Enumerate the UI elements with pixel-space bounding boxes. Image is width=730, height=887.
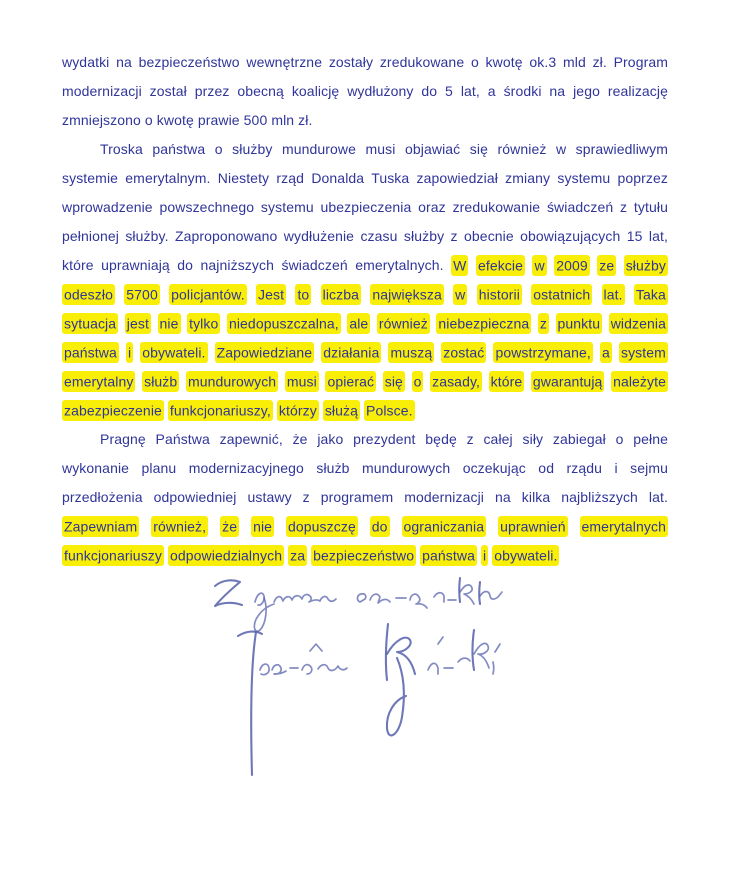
highlighted-word: do xyxy=(370,516,390,537)
highlighted-word: ograniczania xyxy=(402,516,487,537)
handwritten-signature-block xyxy=(198,572,518,787)
highlighted-word: służą xyxy=(323,400,360,421)
highlighted-word: którzy xyxy=(277,400,319,421)
highlighted-word: widzenia xyxy=(609,313,668,334)
highlighted-word: należyte xyxy=(611,371,668,392)
document-body xyxy=(62,48,668,570)
highlighted-word: Taka xyxy=(634,284,668,305)
highlighted-word: za xyxy=(288,545,307,566)
highlighted-word: nie xyxy=(158,313,181,334)
highlighted-word: służb xyxy=(142,371,179,392)
highlighted-word: W xyxy=(451,255,468,276)
highlighted-word: historii xyxy=(477,284,522,305)
highlighted-word: 2009 xyxy=(554,255,590,276)
highlighted-word: ostatnich xyxy=(531,284,592,305)
highlighted-word: gwarantują xyxy=(531,371,605,392)
highlighted-word: system xyxy=(619,342,668,363)
highlighted-word: ze xyxy=(597,255,616,276)
highlighted-word: musi xyxy=(285,371,319,392)
highlighted-word: policjantów. xyxy=(169,284,247,305)
highlighted-word: dopuszczę xyxy=(286,516,358,537)
highlighted-word: tylko xyxy=(187,313,220,334)
highlighted-word: z xyxy=(538,313,549,334)
highlighted-word: sytuacja xyxy=(62,313,118,334)
highlighted-word: powstrzymane, xyxy=(493,342,592,363)
highlighted-word: odeszło xyxy=(62,284,115,305)
highlighted-word: muszą xyxy=(388,342,434,363)
highlighted-word: mundurowych xyxy=(186,371,278,392)
highlighted-word: obywateli. xyxy=(492,545,559,566)
highlighted-word: bezpieczeństwo xyxy=(311,545,416,566)
highlighted-word: funkcjonariuszy xyxy=(62,545,164,566)
body-text-segment: Pragnę Państwa zapewnić, że jako prezydent będę z całej siły zabiegał o pełne wykonanie planu modernizacyjnego służb mundurowych oczekując od rządu i sejmu przedłożenia odpowiedniej ustawy z programem modernizacji na kilka najbliższych lat. xyxy=(62,431,668,505)
highlighted-word: liczba xyxy=(321,284,361,305)
highlighted-word: zostać xyxy=(441,342,486,363)
highlighted-word: emerytalny xyxy=(62,371,135,392)
body-text-segment: Troska państwa o służby mundurowe musi objawiać się również w sprawiedliwym systemie emerytalnym. Niestety rząd Donalda Tuska zapowiedział zmiany systemu poprzez wprowadzenie powszechnego systemu ubezpieczenia oraz zredukowanie świadczeń z tytułu pełnionej służby. Zaproponowano wydłużenie czasu służby z obecnie obowiązujących 15 lat, które uprawniają do najniższych świadczeń emerytalnych. xyxy=(62,141,668,273)
highlighted-word: uprawnień xyxy=(498,516,568,537)
highlighted-word: państwa xyxy=(420,545,477,566)
highlighted-word: służby xyxy=(624,255,668,276)
highlighted-word: które xyxy=(489,371,525,392)
highlighted-word: Polsce. xyxy=(364,400,415,421)
highlighted-word: o xyxy=(412,371,424,392)
handwritten-closing xyxy=(215,578,502,631)
highlighted-word: największa xyxy=(370,284,443,305)
highlighted-word: działania xyxy=(321,342,381,363)
highlighted-word: jest xyxy=(125,313,151,334)
highlighted-word: nie xyxy=(251,516,274,537)
highlighted-word: w xyxy=(453,284,467,305)
document-paragraph xyxy=(62,425,668,570)
highlighted-word: że xyxy=(220,516,239,537)
highlighted-word: zasady, xyxy=(430,371,482,392)
highlighted-word: również, xyxy=(151,516,208,537)
highlighted-word: obywateli. xyxy=(140,342,207,363)
highlighted-word: niebezpieczna xyxy=(436,313,531,334)
highlighted-word: i xyxy=(126,342,133,363)
highlighted-word: i xyxy=(481,545,488,566)
highlighted-word: emerytalnych xyxy=(580,516,668,537)
highlighted-word: Zapewniam xyxy=(62,516,139,537)
highlighted-word: punktu xyxy=(556,313,603,334)
highlighted-word: państwa xyxy=(62,342,119,363)
highlighted-word: 5700 xyxy=(124,284,160,305)
highlighted-word: opierać xyxy=(325,371,376,392)
highlighted-word: a xyxy=(600,342,612,363)
highlighted-word: zabezpieczenie xyxy=(62,400,164,421)
highlighted-word: ale xyxy=(347,313,370,334)
highlighted-word: funkcjonariuszy, xyxy=(168,400,273,421)
handwritten-name xyxy=(238,624,500,775)
highlighted-word: Jest xyxy=(256,284,286,305)
highlighted-word: niedopuszczalna, xyxy=(227,313,341,334)
document-paragraph xyxy=(62,48,668,135)
highlighted-word: to xyxy=(295,284,311,305)
body-text-segment: wydatki na bezpieczeństwo wewnętrzne zostały zredukowane o kwotę ok.3 mld zł. Program modernizacji został przez obecną koalicję wydłużony do 5 lat, a środki na jego realizację zmniejszono o kwotę prawie 500 mln zł. xyxy=(62,54,668,128)
highlighted-word: lat. xyxy=(602,284,625,305)
highlighted-word: w xyxy=(532,255,546,276)
highlighted-word: się xyxy=(383,371,405,392)
document-paragraph xyxy=(62,135,668,425)
highlighted-word: efekcie xyxy=(476,255,525,276)
highlighted-word: odpowiedzialnych xyxy=(168,545,284,566)
highlighted-word: Zapowiedziane xyxy=(215,342,314,363)
highlighted-word: również xyxy=(377,313,430,334)
